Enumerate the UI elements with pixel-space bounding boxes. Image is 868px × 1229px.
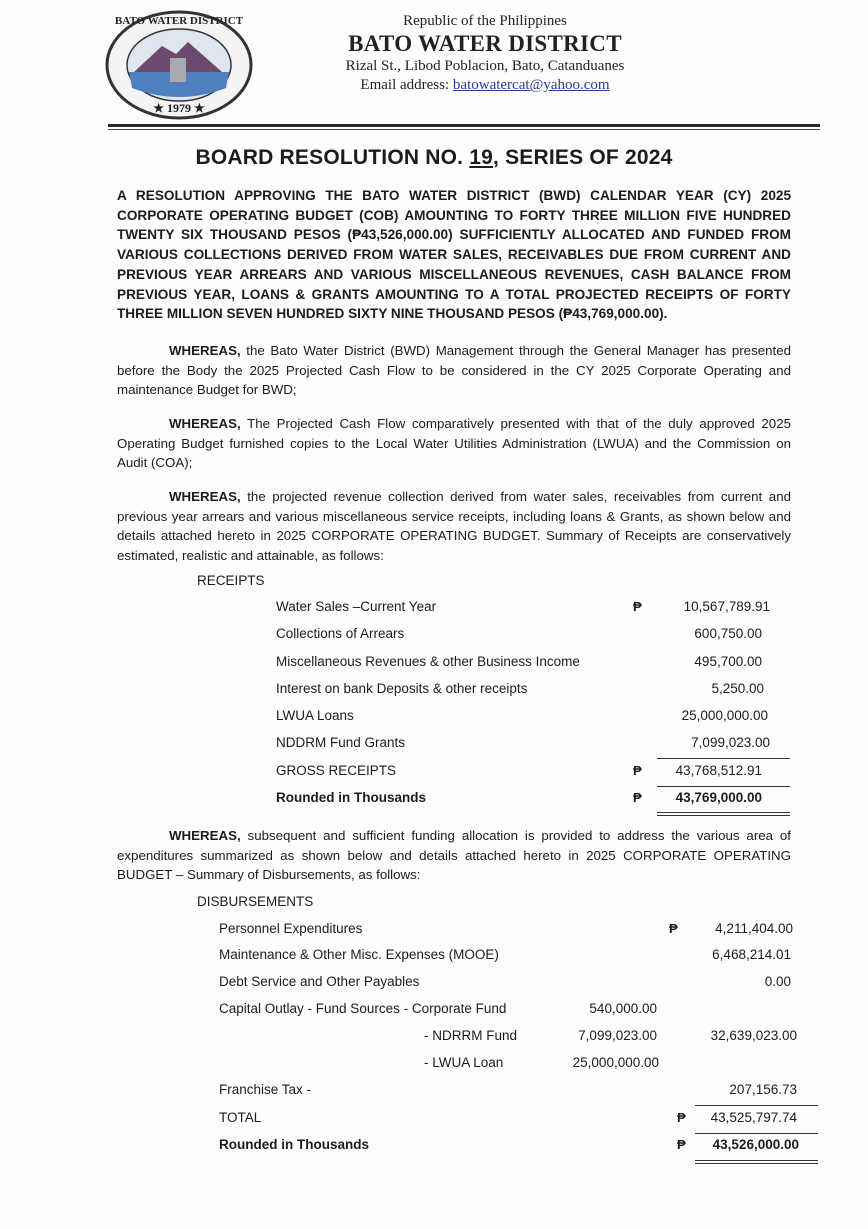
disb-label-debt: Debt Service and Other Payables — [219, 974, 420, 989]
letterhead-email-line — [300, 77, 670, 94]
double-rule-b — [695, 1163, 818, 1164]
receipt-amount-nddrm-grants: 7,099,023.00 — [691, 735, 770, 750]
resolution-title: BOARD RESOLUTION NO. 19, SERIES OF 2024 — [195, 146, 673, 169]
svg-text:★ 1979 ★: ★ 1979 ★ — [153, 101, 205, 115]
bwd-seal-logo — [104, 10, 254, 120]
disb-amount-personnel: 4,211,404.00 — [715, 921, 793, 936]
double-rule-b — [657, 815, 790, 816]
receipt-amount-arrears: 600,750.00 — [694, 626, 762, 641]
email-link[interactable]: batowatercat@yahoo.com — [452, 77, 610, 93]
double-rule-a — [695, 1160, 818, 1161]
receipts-heading: RECEIPTS — [197, 573, 265, 588]
receipt-amount-interest: 5,250.00 — [711, 681, 764, 696]
disb-amount-capital-ndrrm: 7,099,023.00 — [578, 1028, 657, 1043]
peso-sign: ₱ — [677, 1110, 686, 1125]
receipt-amount-misc: 495,700.00 — [694, 654, 762, 669]
double-rule-a — [657, 812, 790, 813]
letterhead-republic: Republic of the Philippines — [403, 13, 567, 29]
disb-label-franchise: Franchise Tax - — [219, 1082, 312, 1097]
receipt-amount-water-sales: 10,567,789.91 — [683, 599, 770, 614]
disb-amount-mooe: 6,468,214.01 — [712, 947, 791, 962]
disb-rounded-label: Rounded in Thousands — [219, 1137, 369, 1152]
header-divider-thick — [108, 124, 820, 127]
receipt-amount-lwua-loans: 25,000,000.00 — [681, 708, 768, 723]
whereas-paragraph-1: WHEREAS, the Bato Water District (BWD) Management through the General Manager has presented before the Body the 2025 Projected Cash Flow to be considered in the CY 2025 Corporate Operating and maintenance Budget for BWD; — [117, 343, 791, 398]
subtotal-rule — [657, 758, 790, 759]
disbursements-heading: DISBURSEMENTS — [197, 894, 314, 909]
email-label: Email address: — [360, 77, 450, 93]
disb-label-capital-ndrrm: - NDRRM Fund — [424, 1028, 518, 1043]
resolution-statement: A RESOLUTION APPROVING THE BATO WATER DISTRICT (BWD) CALENDAR YEAR (CY) 2025 CORPORATE OPERATING BUDGET (COB) AMOUNTING TO FORTY THREE MILLION FIVE HUNDRED TWENTY SIX THOUSAND PESOS (₱43,526,000.00) SUFFICIENTLY ALLOCATED AND FUNDED FROM VARIOUS COLLECTIONS DERIVED FROM WATER SALES, RECEIVABLES DUE FROM CURRENT AND PREVIOUS YEAR ARREARS AND VARIOUS MISCELLANEOUS REVENUES, CASH BALANCE FROM PREVIOUS YEAR, LOANS & GRANTS AMOUNTING TO A TOTAL PROJECTED RECEIPTS OF FORTY THREE MILLION SEVEN HUNDRED SIXTY NINE THOUSAND PESOS (₱43,769,000.00). — [117, 188, 791, 322]
total-rule — [657, 786, 790, 787]
disb-label-mooe: Maintenance & Other Misc. Expenses (MOOE) — [219, 947, 499, 962]
receipt-label-misc: Miscellaneous Revenues & other Business Income — [276, 654, 580, 669]
disb-label-capital-lwua: - LWUA Loan — [424, 1055, 504, 1070]
disb-amount-capital-corporate: 540,000.00 — [589, 1001, 657, 1016]
peso-sign: ₱ — [677, 1137, 686, 1152]
disb-rounded-amount: 43,526,000.00 — [712, 1137, 799, 1152]
disb-amount-capital-total: 32,639,023.00 — [710, 1028, 797, 1043]
disb-amount-debt: 0.00 — [764, 974, 791, 989]
subtotal-rule — [695, 1105, 818, 1106]
peso-sign: ₱ — [633, 599, 642, 614]
disb-amount-franchise: 207,156.73 — [729, 1082, 797, 1097]
gross-receipts-label: GROSS RECEIPTS — [276, 763, 397, 778]
disb-amount-capital-lwua: 25,000,000.00 — [572, 1055, 659, 1070]
letterhead-district-name: BATO WATER DISTRICT — [348, 31, 622, 56]
receipts-rounded-amount: 43,769,000.00 — [675, 790, 762, 805]
receipt-label-interest: Interest on bank Deposits & other receipts — [276, 681, 528, 696]
resolution-number: 19 — [469, 146, 494, 169]
receipts-rounded-label: Rounded in Thousands — [276, 790, 426, 805]
disb-total-label: TOTAL — [219, 1110, 262, 1125]
whereas-paragraph-4: WHEREAS, subsequent and sufficient funding allocation is provided to address the various area of expenditures summarized as shown below and details attached hereto in 2025 CORPORATE OPERATING BUDGET – Summary of Disbursements, as follows: — [117, 828, 791, 883]
peso-sign: ₱ — [633, 790, 642, 805]
disb-label-capital-corporate: Capital Outlay - Fund Sources - Corporate Fund — [219, 1001, 507, 1016]
svg-text:BATO WATER DISTRICT: BATO WATER DISTRICT — [114, 15, 244, 27]
letterhead-address: Rizal St., Libod Poblacion, Bato, Catanduanes — [345, 58, 625, 74]
whereas-paragraph-3: WHEREAS, the projected revenue collection derived from water sales, receivables from current and previous year arrears and various miscellaneous service receipts, including loans & Grants, as shown below and details attached hereto in 2025 CORPORATE OPERATING BUDGET. Summary of Receipts are conservatively estimated, realistic and attainable, as follows: — [117, 489, 791, 563]
peso-sign: ₱ — [669, 921, 678, 936]
gross-receipts-amount: 43,768,512.91 — [675, 763, 762, 778]
whereas-paragraph-2: WHEREAS, The Projected Cash Flow comparatively presented with that of the duly approved 2025 Operating Budget furnished copies to the Local Water Utilities Administration (LWUA) and the Commission on Audit (COA); — [117, 416, 791, 471]
disb-label-personnel: Personnel Expenditures — [219, 921, 363, 936]
receipt-label-lwua-loans: LWUA Loans — [276, 708, 354, 723]
peso-sign: ₱ — [633, 763, 642, 778]
header-divider-thin — [108, 129, 820, 130]
receipt-label-water-sales: Water Sales –Current Year — [276, 599, 437, 614]
disb-total-amount: 43,525,797.74 — [710, 1110, 797, 1125]
total-rule — [695, 1133, 818, 1134]
receipt-label-arrears: Collections of Arrears — [276, 626, 405, 641]
receipt-label-nddrm-grants: NDDRM Fund Grants — [276, 735, 406, 750]
